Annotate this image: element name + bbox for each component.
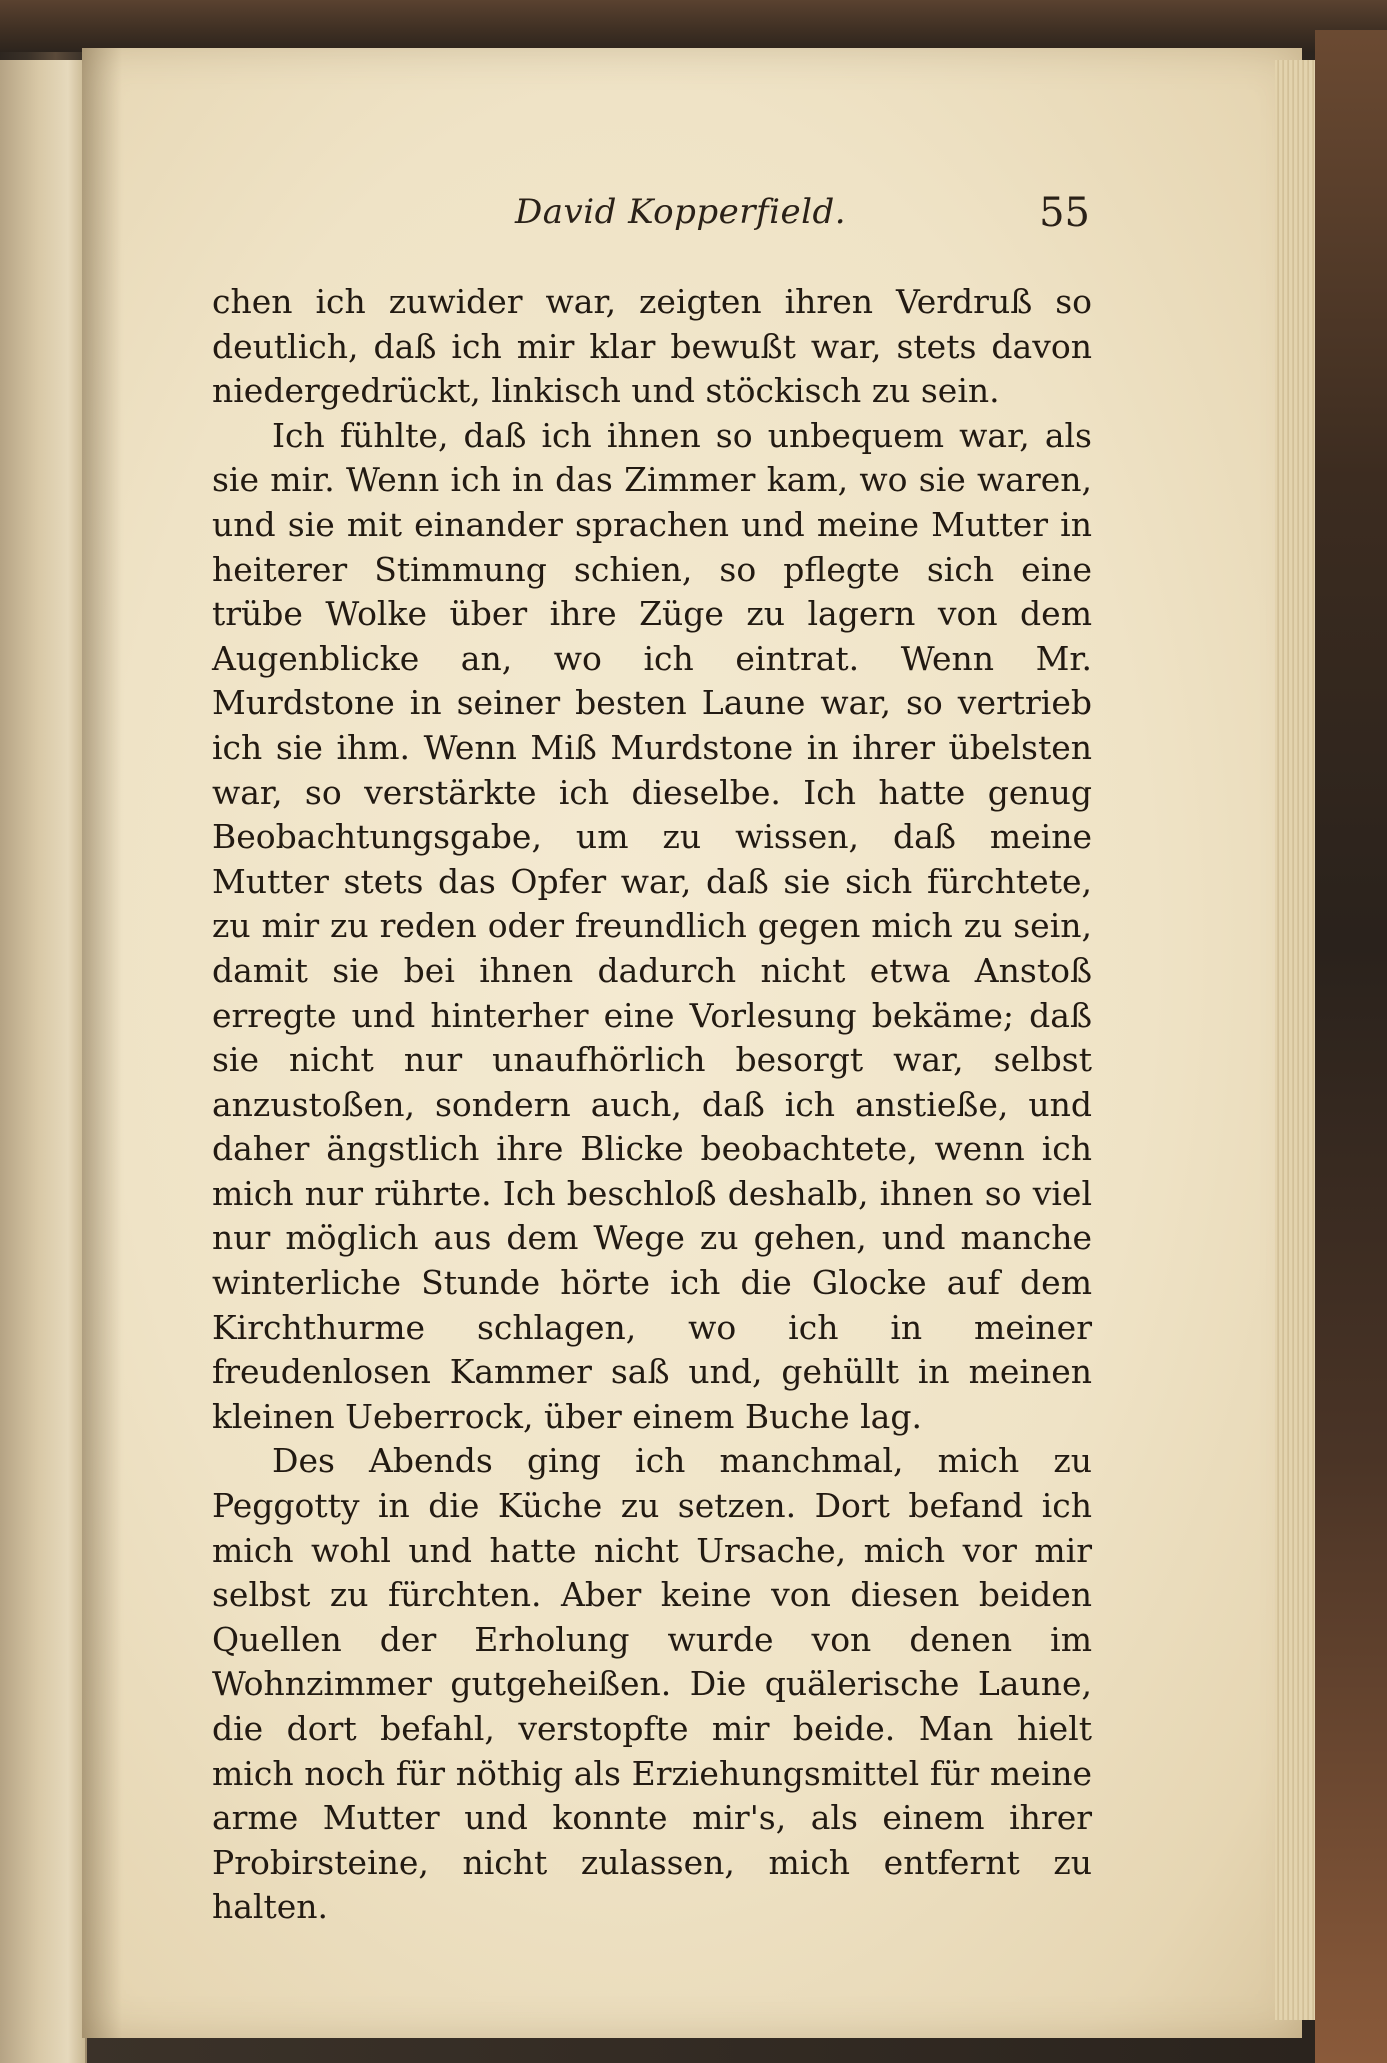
page-fore-edge bbox=[1275, 60, 1315, 2020]
paragraph: Ich fühlte, daß ich ihnen so unbequem war, als sie mir. Wenn ich in das Zimmer kam, wo sie waren, und sie mit einander sprachen und meine Mutter in heiterer Stimmung schien, so pflegte sich eine trübe Wolke über ihre Züge zu lagern von dem Augenblicke an, wo ich eintrat. Wenn Mr. Murdstone in seiner besten Laune war, so vertrieb ich sie ihm. Wenn Miß Murdstone in ihrer übelsten war, so verstärkte ich dieselbe. Ich hatte genug Beobachtungsgabe, um zu wissen, daß meine Mutter stets das Opfer war, daß sie sich fürchtete, zu mir zu reden oder freundlich gegen mich zu sein, damit sie bei ihnen dadurch nicht etwa Anstoß erregte und hinterher eine Vorlesung bekäme; daß sie nicht nur unaufhörlich besorgt war, selbst anzustoßen, sondern auch, daß ich anstieße, und daher ängstlich ihre Blicke beobachtete, wenn ich mich nur rührte. Ich beschloß deshalb, ihnen so viel nur möglich aus dem Wege zu gehen, und manche winterliche Stunde hörte ich die Glocke auf dem Kirchthurme schlagen, wo ich in meiner freudenlosen Kammer saß und, gehüllt in meinen kleinen Ueberrock, über einem Buche lag. bbox=[212, 415, 1092, 1436]
page-header bbox=[210, 192, 1090, 242]
running-title: David Kopperfield. bbox=[515, 192, 847, 232]
book-binding bbox=[1315, 30, 1387, 2063]
book-cover-top bbox=[0, 0, 1387, 52]
gutter-shadow bbox=[82, 48, 122, 2038]
page-number: 55 bbox=[1039, 190, 1090, 236]
paragraph: Des Abends ging ich manchmal, mich zu Peggotty in die Küche zu setzen. Dort befand ich mich wohl und hatte nicht Ursache, mich vor mir selbst zu fürchten. Aber keine von diesen beiden Quellen der Erholung wurde von denen im Wohnzimmer gutgeheißen. Die quälerische Laune, die dort befahl, verstopfte mir beide. Man hielt mich noch für nöthig als Erziehungsmittel für meine arme Mutter und konnte mir's, als einem ihrer Probirsteine, nicht zulassen, mich entfernt zu halten. bbox=[212, 1441, 1092, 1927]
left-page-edge bbox=[0, 60, 87, 2063]
body-text bbox=[212, 280, 1092, 1930]
paragraph-continuation: chen ich zuwider war, zeigten ihren Verdruß so deutlich, daß ich mir klar bewußt war, stets davon niedergedrückt, linkisch und stöckisch zu sein. bbox=[212, 282, 1092, 411]
